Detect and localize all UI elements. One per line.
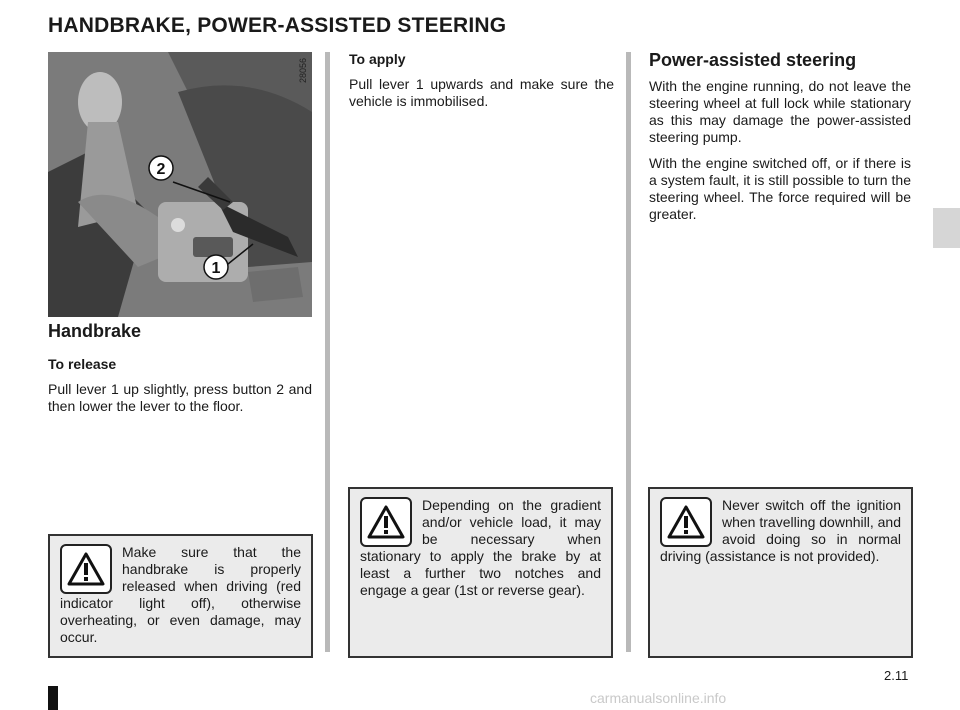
page-number: 2.11 xyxy=(884,668,909,683)
steering-warning-text: Never switch off the ignition when travelling downhill, and avoid doing so in normal driving (assistance is not provided). xyxy=(660,497,901,564)
callout-1: 1 xyxy=(211,260,221,277)
callout-2: 2 xyxy=(156,161,166,178)
warning-triangle-icon xyxy=(360,497,412,547)
apply-warning-text: Depending on the gradient and/or vehicle load, it may be necessary when stationary to apply the brake by at least a further two notches and engage a gear (1st or reverse gear). xyxy=(360,497,601,598)
release-text: Pull lever 1 up slightly, press button 2 and then lower the lever to the floor. xyxy=(48,381,312,414)
apply-warning-box xyxy=(348,487,613,658)
handbrake-photo xyxy=(48,52,312,317)
column-divider-left xyxy=(325,52,330,652)
warning-triangle-icon xyxy=(60,544,112,594)
steering-warning-box xyxy=(648,487,913,658)
steering-section xyxy=(649,78,911,223)
section-tab xyxy=(933,208,960,248)
apply-heading: To apply xyxy=(349,51,406,67)
handbrake-warning-box xyxy=(48,534,313,658)
apply-section xyxy=(349,51,614,110)
corner-mark xyxy=(48,686,58,710)
handbrake-illustration xyxy=(48,52,312,317)
handbrake-warning-text: Make sure that the handbrake is properly released when driving (red indicator light off), otherwise overheating, or even damage, may occur. xyxy=(60,544,301,645)
release-section xyxy=(48,356,312,415)
handbrake-heading: Handbrake xyxy=(48,321,142,341)
photo-code: 28056 xyxy=(298,58,308,84)
page-title: HANDBRAKE, POWER-ASSISTED STEERING xyxy=(48,14,507,37)
release-heading: To release xyxy=(48,356,117,372)
column-divider-right xyxy=(626,52,631,652)
warning-triangle-icon xyxy=(660,497,712,547)
watermark: carmanualsonline.info xyxy=(590,690,727,706)
apply-text: Pull lever 1 upwards and make sure the vehicle is immobilised. xyxy=(349,76,614,109)
steering-para-1: With the engine running, do not leave the steering wheel at full lock while stationary as this may damage the power-assisted steering pump. xyxy=(649,78,911,145)
steering-para-2: With the engine switched off, or if there is a system fault, it is still possible to turn the steering wheel. The force required will be greater. xyxy=(649,155,911,222)
steering-heading: Power-assisted steering xyxy=(649,50,857,70)
